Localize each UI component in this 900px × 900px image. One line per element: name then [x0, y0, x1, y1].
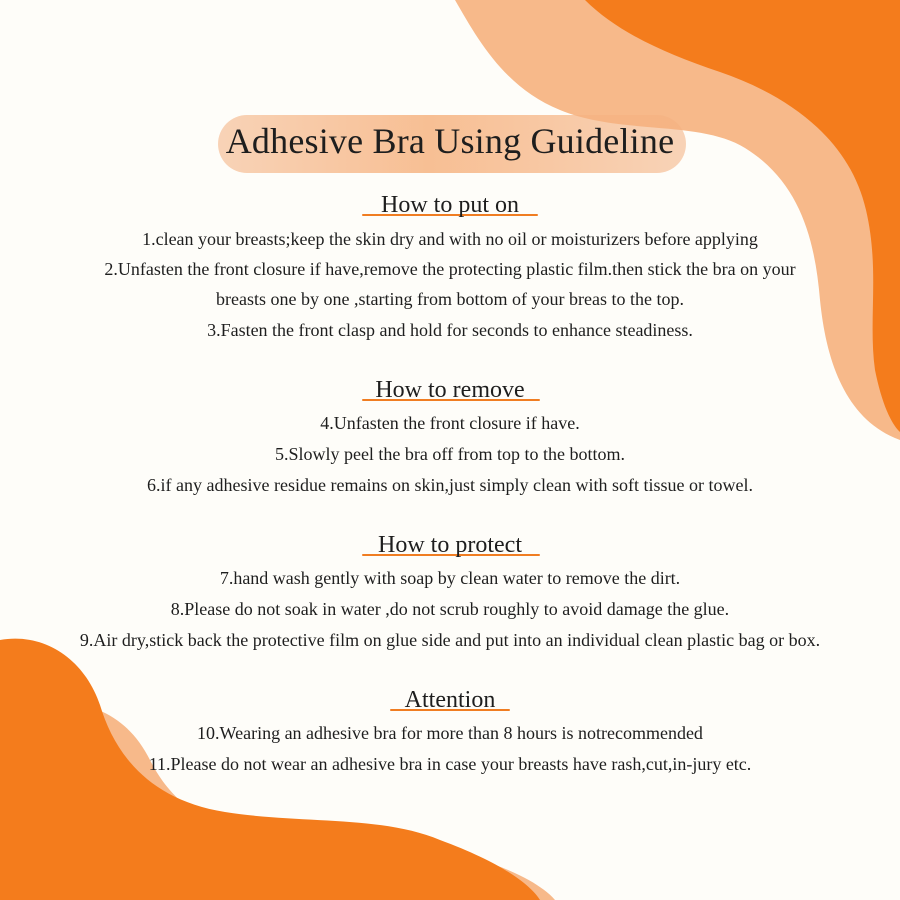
- section-heading-text: Attention: [404, 687, 496, 713]
- instruction-line: 11.Please do not wear an adhesive bra in case your breasts have rash,cut,in-jury etc.: [148, 754, 752, 774]
- section-heading-protect: [0, 532, 900, 559]
- section-heading-text: How to remove: [375, 377, 525, 403]
- section-heading-text: How to protect: [378, 532, 522, 558]
- instruction-line: 9.Air dry,stick back the protective film on glue side and put into an individual clean plastic bag or box.: [79, 630, 821, 650]
- instruction-line: 7.hand wash gently with soap by clean water to remove the dirt.: [219, 568, 681, 588]
- instruction-line: 6.if any adhesive residue remains on skin,just simply clean with soft tissue or towel.: [147, 475, 753, 495]
- instruction-line: 3.Fasten the front clasp and hold for seconds to enhance steadiness.: [207, 320, 693, 340]
- section-heading-put-on: [0, 192, 900, 219]
- page-title: Adhesive Bra Using Guideline: [225, 121, 675, 161]
- title-block: [0, 108, 900, 178]
- instruction-line: 1.clean your breasts;keep the skin dry and with no oil or moisturizers before applying: [142, 229, 758, 249]
- instruction-line: 5.Slowly peel the bra off from top to the bottom.: [274, 444, 626, 464]
- instruction-line: 2.Unfasten the front closure if have,remove the protecting plastic film.then stick the bra on your: [104, 259, 796, 279]
- instruction-line: 8.Please do not soak in water ,do not scrub roughly to avoid damage the glue.: [170, 599, 730, 619]
- instruction-line: 10.Wearing an adhesive bra for more than 8 hours is notrecommended: [197, 723, 703, 743]
- section-heading-attention: [0, 687, 900, 714]
- section-heading-remove: [0, 377, 900, 404]
- instruction-line: 4.Unfasten the front closure if have.: [320, 413, 580, 433]
- section-heading-text: How to put on: [381, 192, 519, 218]
- instruction-line: breasts one by one ,starting from bottom of your breas to the top.: [216, 289, 684, 309]
